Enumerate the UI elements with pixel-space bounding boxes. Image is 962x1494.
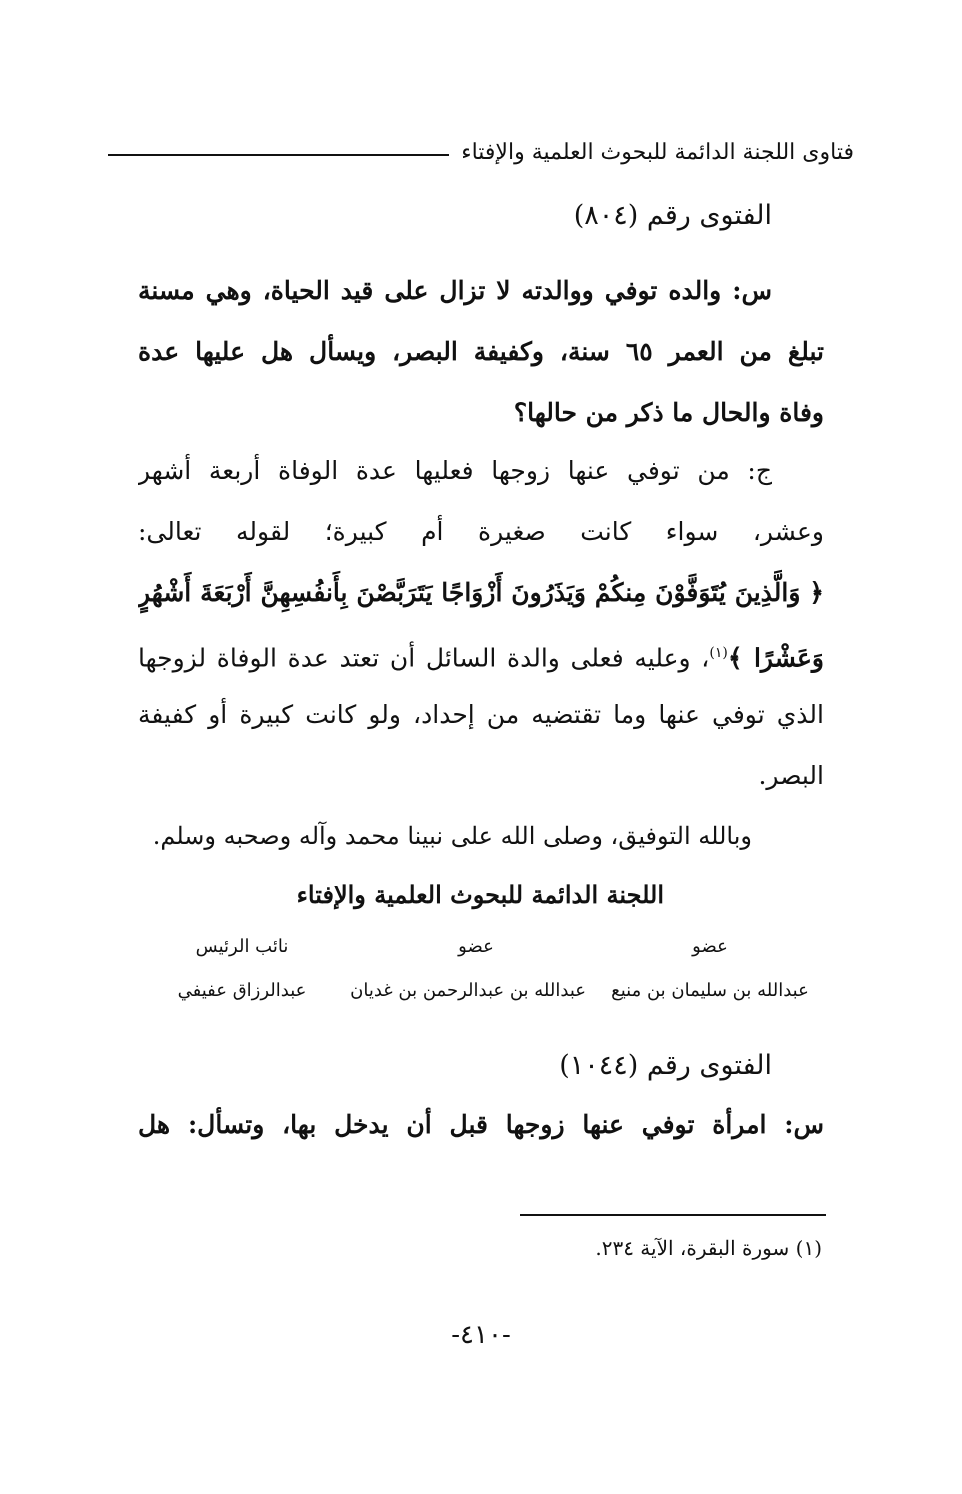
footnote-reference: (١)	[709, 645, 728, 661]
answer-line: وعشر، سواء كانت صغيرة أم كبيرة؛ لقوله تعالى:	[138, 517, 824, 546]
answer-line: ج: من توفي عنها زوجها فعليها عدة الوفاة أربعة أشهر	[138, 456, 772, 485]
header-title: فتاوى اللجنة الدائمة للبحوث العلمية والإفتاء	[461, 139, 854, 165]
question-line: س: والده توفي ووالدته لا تزال على قيد الحياة، وهي مسنة	[138, 276, 772, 305]
fatwa-answer	[138, 440, 824, 806]
signatory-roles	[132, 936, 820, 957]
answer-line: البصر.	[758, 761, 824, 790]
footnote: (١) سورة البقرة، الآية ٢٣٤.	[595, 1236, 822, 1260]
signatory-role: نائب الرئيس	[195, 936, 289, 957]
closing-formula: وبالله التوفيق، وصلى الله على نبينا محمد وآله وصحبه وسلم.	[152, 822, 752, 850]
signatory-role: عضو	[692, 936, 728, 957]
quran-verse-line: ﴿ وَالَّذِينَ يُتَوَفَّوْنَ مِنكُمْ وَيَذَرُونَ أَزْوَاجًا يَتَرَبَّصْنَ بِأَنفُسِهِنَّ أَرْبَعَةَ أَشْهُرٍ	[138, 578, 824, 607]
question-line: وفاة والحال ما ذكر من حالها؟	[513, 398, 824, 427]
signatory-name: عبدالرزاق عفيفي	[177, 980, 307, 1001]
running-header	[108, 132, 854, 172]
committee-name: اللجنة الدائمة للبحوث العلمية والإفتاء	[296, 880, 664, 909]
answer-line	[138, 623, 824, 684]
signatory-role: عضو	[458, 936, 494, 957]
fatwa-number-label: الفتوى رقم (١٠٤٤)	[559, 1050, 772, 1081]
footnote-rule	[520, 1214, 826, 1216]
answer-text: ، وعليه فعلى والدة السائل أن تعتد عدة الوفاة لزوجها	[138, 643, 710, 673]
signatory-names	[132, 980, 820, 1001]
question-line: تبلغ من العمر ٦٥ سنة، وكفيفة البصر، ويسأل هل عليها عدة	[138, 337, 824, 366]
page-number: -٤١٠-	[451, 1320, 511, 1350]
quran-verse-end: وَعَشْرًا ﴾	[727, 643, 824, 673]
fatwa-question: س: امرأة توفي عنها زوجها قبل أن يدخل بها، وتسأل: هل	[138, 1110, 824, 1139]
fatwa-question	[138, 260, 824, 443]
signatory-name: عبدالله بن عبدالرحمن بن غديان	[350, 980, 586, 1001]
fatwa-number-label: الفتوى رقم (٨٠٤)	[573, 200, 772, 231]
answer-line: الذي توفي عنها وما تقتضيه من إحداد، ولو كانت كبيرة أو كفيفة	[138, 700, 824, 729]
signatory-name: عبدالله بن سليمان بن منيع	[611, 980, 809, 1001]
header-rule	[108, 154, 449, 156]
